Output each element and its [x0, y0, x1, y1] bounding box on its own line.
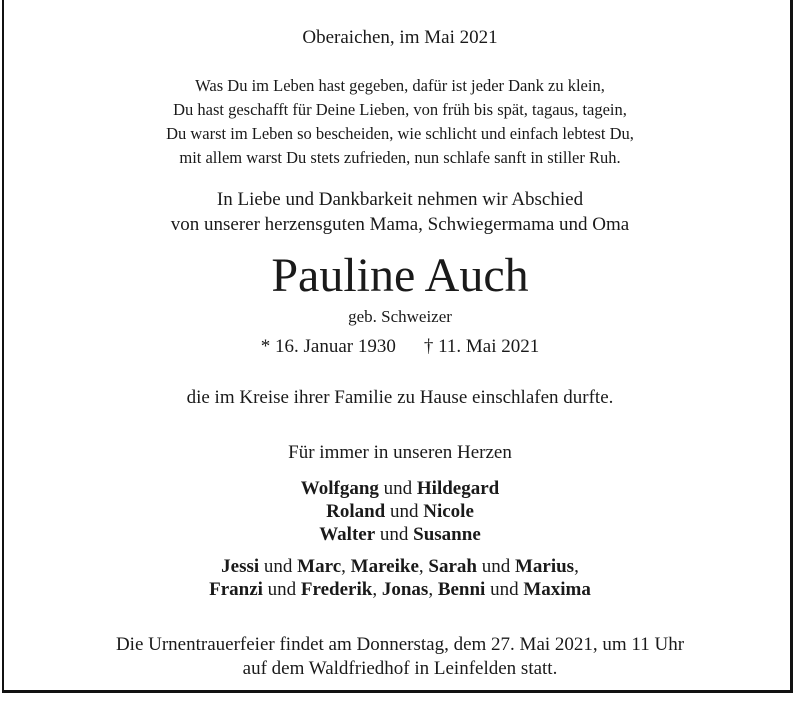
family-name: Maxima [523, 579, 591, 600]
family-name: Mareike [350, 556, 419, 577]
family-name: Walter [319, 524, 376, 545]
poem-line: Was Du im Leben hast gegeben, dafür ist jeder Dank zu klein, [195, 76, 605, 95]
intro-line: von unserer herzensguten Mama, Schwiegermama und Oma [170, 214, 630, 235]
family-name: Sarah [428, 556, 477, 577]
motto: Für immer in unseren Herzen [288, 442, 512, 463]
family-couple: Roland und Nicole [326, 501, 474, 522]
poem-line: Du warst im Leben so bescheiden, wie schlicht und einfach lebtest Du, [166, 124, 634, 143]
family-name: Marc [297, 556, 342, 577]
life-dates [0, 336, 800, 358]
deceased-name: Pauline Auch [271, 249, 529, 302]
intro-text [0, 187, 800, 237]
family-name: Hildegard [416, 478, 500, 499]
maiden-name: geb. Schweizer [348, 307, 452, 326]
death-date: † 11. Mai 2021 [423, 336, 540, 357]
family-couple: Wolfgang und Hildegard [300, 478, 500, 499]
grandchildren-line: Franzi und Frederik, Jonas, Benni und Maxima [209, 579, 591, 600]
family-name: Nicole [423, 501, 474, 522]
family-couple: Walter und Susanne [319, 524, 481, 545]
ceremony-line: Die Urnentrauerfeier findet am Donnerstag, dem 27. Mai 2021, um 11 Uhr [115, 634, 685, 655]
place-date: Oberaichen, im Mai 2021 [302, 27, 498, 48]
family-name: Jessi [221, 556, 260, 577]
grandchildren-line: Jessi und Marc, Mareike, Sarah und Marius, [221, 556, 579, 577]
ceremony-notice [0, 633, 800, 681]
poem-line: Du hast geschafft für Deine Lieben, von früh bis spät, tagaus, tagein, [173, 100, 627, 119]
family-name: Jonas [381, 579, 429, 600]
family-name: Benni [437, 579, 486, 600]
poem [0, 74, 800, 170]
family-name: Marius [514, 556, 575, 577]
passing-text: die im Kreise ihrer Familie zu Hause einschlafen durfte. [186, 387, 614, 408]
intro-line: In Liebe und Dankbarkeit nehmen wir Abschied [216, 189, 584, 210]
family-name: Susanne [413, 524, 481, 545]
family-name: Roland [326, 501, 386, 522]
family-name: Frederik [300, 579, 373, 600]
ceremony-line: auf dem Waldfriedhof in Leinfelden statt. [242, 658, 558, 679]
family-name: Franzi [209, 579, 263, 600]
poem-line: mit allem warst Du stets zufrieden, nun schlafe sanft in stiller Ruh. [179, 148, 621, 167]
birth-date: * 16. Januar 1930 [260, 336, 396, 357]
family-name: Wolfgang [300, 478, 379, 499]
